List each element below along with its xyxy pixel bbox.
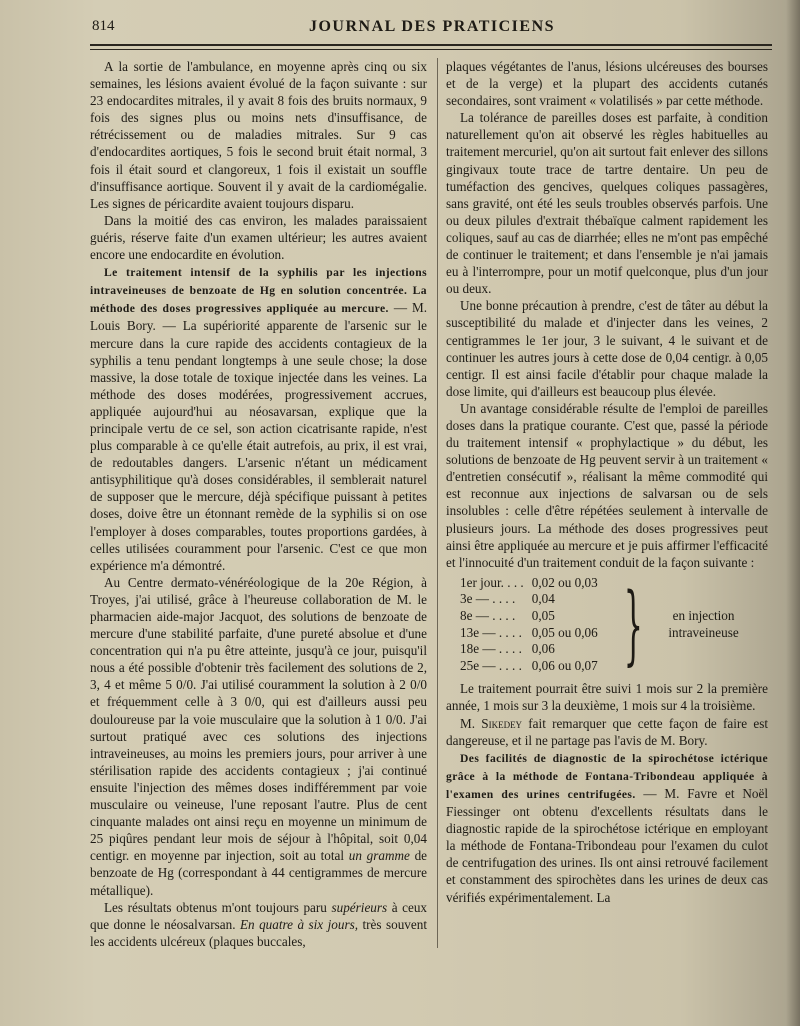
header-rule: [90, 44, 772, 50]
section-text: — La supériorité apparente de l'arsenic sur le mercure dans la cure rapide des accidents contagieux de la syphilis a tenu pendant longtemps à une seule chose; la dose massive, la dose totale de toxique injectée dans les veines. La méthode des doses modérées, progressivement accrues, appliquée aujourd'hui au néosavarsan, explique que la principale vertu de ce sel, son action cicatrisante rapide, n'est plus comparable à ce qu'elle était autrefois, au prix, il est vrai, de redoutables dangers. L'arsenic n'étant un médicament antisyphilitique qu'à doses considérables, il semblerait naturel de supposer que le mercure, déjà spécifique puissant à petites doses, doive être un étonnant remède de la syphilis si on ose l'employer à doses comparables, toutes proportions gardées, à celles utilisées couramment pour l'arsenic. C'est ce que mon expérience m'a démontré.: [90, 318, 428, 573]
schedule-day: 13e — . . . .: [460, 624, 522, 640]
paragraph: [90, 574, 427, 899]
page-number: 814: [92, 18, 115, 34]
schedule-day: 25e — . . . .: [460, 657, 522, 673]
schedule-note-line: intraveineuse: [668, 624, 739, 640]
paragraph-text: fait remarquer que cette façon de faire est dangereuse, et il ne partage pas l'avis de M. Bory.: [446, 715, 768, 748]
column-divider: [437, 58, 438, 948]
table-row: [456, 575, 743, 592]
emphasis: un gramme: [348, 848, 410, 864]
paragraph: [90, 899, 427, 950]
section-authors: — M. Favre et Noël Fiessinger: [446, 785, 768, 820]
brace: }: [623, 574, 643, 675]
schedule-day: 1er jour. . . .: [460, 574, 524, 590]
schedule-dose: 0,06 ou 0,07: [531, 657, 598, 673]
section-text: ont obtenu d'excellents résultats dans le diagnostic rapide de la spirochétose ictérique en employant la méthode de Fontana-Tribondeau pour l'examen du culot de centrifugation des urines. Ils ont ainsi retrouvé facilement et constamment des spirochètes dans les urines de deux cas vérifiés expérimentalement. La: [446, 804, 769, 905]
paragraph: Dans la moitié des cas environ, les malades paraissaient guéris, réserve faite d'un examen ultérieur; les autres avaient encore une endocardite en évolution.: [90, 212, 427, 263]
right-column: [446, 58, 768, 906]
schedule-dose: 0,05 ou 0,06: [531, 624, 598, 640]
paragraph-text: très souvent les accidents ulcéreux (plaques buccales,: [90, 916, 427, 949]
journal-title: JOURNAL DES PRATICIENS: [308, 18, 556, 35]
section-entry: [90, 263, 427, 574]
paragraph-text: Les résultats obtenus m'ont toujours paru: [104, 899, 327, 915]
left-column: [90, 58, 427, 950]
page-edge-shadow: [786, 0, 800, 1026]
emphasis: supérieurs: [331, 899, 388, 915]
paragraph-text: Au Centre dermato-vénéréologique de la 20e Région, à Troyes, j'ai utilisé, grâce à l'heureuse collaboration de M. le pharmacien aide-major Jacquot, des solutions de benzoate de mercure d'une stabilité parfaite, d'une pureté absolue et d'une concentration qui n'a pu être atteinte, jusqu'à ce jour, puisqu'il nous a été possible d'obtenir très facilement des solutions de 2, 3, 4 et même 5 0/0. J'ai utilisé couramment la solution à 2 0/0 et fréquemment celle à 3 0/0, qui est d'ailleurs aussi peu douloureuse par la voie musculaire que la solution à 1 0/0. J'ai surtout pratiqué avec ces solutions des injections intraveineuses, au moins les premiers jours, pour arriver à une stérilisation rapide des accidents contagieux ; j'ai continué ensuite l'injection des mêmes doses indifféremment par voie musculaire ou veineuse, l'une reposant l'autre. Plus de cent cinquante malades ont ainsi reçu en moyenne un minimum de 25 piqûres pendant leur mois de séjour à l'hôpital, soit 0,04 centigr. en moyenne par injection, soit au total: [90, 574, 427, 864]
schedule-dose: 0,02 ou 0,03: [531, 574, 598, 590]
emphasis: En quatre à six jours,: [239, 916, 359, 932]
section-entry: [446, 749, 768, 906]
section-heading: Le traitement intensif de la syphilis par les injections intraveineuses de benzoate de Hg en solution concentrée. La méthode des doses progressives appliquée au mercure.: [90, 266, 427, 316]
paragraph: A la sortie de l'ambulance, en moyenne après cinq ou six semaines, les lésions avaient évolué de la façon suivante : sur 23 endocardites mitrales, il y avait 8 fois des bruits normaux, 9 fois des signes plus ou moins nets d'insuffisance, de rétrécissement ou de maladies mitrales. Sur 9 cas d'endocardites aortiques, 5 fois le second bruit était normal, 3 fois il était sourd et clangoreux, 1 fois il existait un souffle d'insuffisance aortique. Souvent il y avait de la cardiomégalie. Les signes de péricardite avaient toujours disparu.: [90, 59, 427, 211]
schedule-day: 18e — . . . .: [460, 641, 522, 657]
schedule-day: 3e — . . . .: [460, 591, 516, 607]
paragraph-text: à ceux que donne le néosalvarsan.: [90, 899, 428, 932]
schedule-dose: 0,04: [531, 591, 555, 607]
paragraph: Le traitement pourrait être suivi 1 mois sur 2 la première année, 1 mois sur 3 la deuxième, 1 mois sur 4 la troisième.: [446, 681, 768, 714]
paragraph: Une bonne précaution à prendre, c'est de tâter au début la susceptibilité du malade et d'injecter dans les veines, 2 centigrammes le 1er jour, 3 le suivant, 4 le suivant et de continuer les autres jours à cette dose de 0,04 centigr. à 0,05 centigr. Il est ainsi facile d'établir pour chaque malade la dose limite, qui d'ailleurs est beaucoup plus élevée.: [446, 298, 768, 399]
paragraph-text: de benzoate de Hg (correspondant à 44 centigrammes de mercure métallique).: [90, 848, 428, 898]
schedule-dose: 0,05: [531, 608, 555, 623]
schedule-note: [664, 575, 742, 675]
paragraph: plaques végétantes de l'anus, lésions ulcéreuses des bourses et de la verge) et la plupart des accidents cutanés secondaires, sont vraiment « volatilisés » par cette méthode.: [446, 59, 768, 109]
schedule-note-line: en injection: [672, 608, 735, 623]
dosage-schedule: [456, 575, 743, 675]
speaker-name: M. Sikedey: [460, 715, 523, 731]
paragraph: Un avantage considérable résulte de l'emploi de pareilles doses dans la pratique courante. C'est que, passé la période du traitement intensif « prophylactique » du début, les solutions de benzoate de Hg peuvent servir à un traitement « d'entretien consécutif », réalisant la même commodité qui est reconnue aux injections de salvarsan ou de sels insolubles : celle d'être répétées seulement à intervalle de plusieurs jours. La méthode des doses progressives peut ainsi être appliquée au mercure et je puis affirmer l'efficacité et l'innocuité d'un traitement conduit de la façon suivante :: [446, 400, 768, 570]
running-head: [92, 18, 772, 42]
schedule-day: 8e — . . . .: [460, 608, 516, 623]
section-heading: Des facilités de diagnostic de la spirochétose ictérique grâce à la méthode de Fontana-Tribondeau appliquée à l'examen des urines centrifugées.: [446, 751, 768, 801]
paragraph: [446, 715, 768, 749]
schedule-dose: 0,06: [531, 641, 555, 657]
section-author: — M. Louis Bory.: [90, 300, 428, 334]
paragraph: La tolérance de pareilles doses est parfaite, à condition naturellement qu'on ait observé les règles habituelles au traitement mercuriel, qu'on ait surtout fait enlever des sillons gingivaux toute trace de tartre dentaire. Un peu de tuméfaction des gencives, quelques coliques passagères, sans gravité, ont été les seuls troubles observés parfois. Une ou deux pilules d'extrait thébaïque calment rapidement les coliques, sauf au cas de diarrhée; elles ne m'ont pas empêché de continuer le traitement; et dans l'ensemble je n'ai jamais eu à l'interrompre, pour un motif quelconque, plus d'un jour ou deux.: [446, 110, 768, 297]
